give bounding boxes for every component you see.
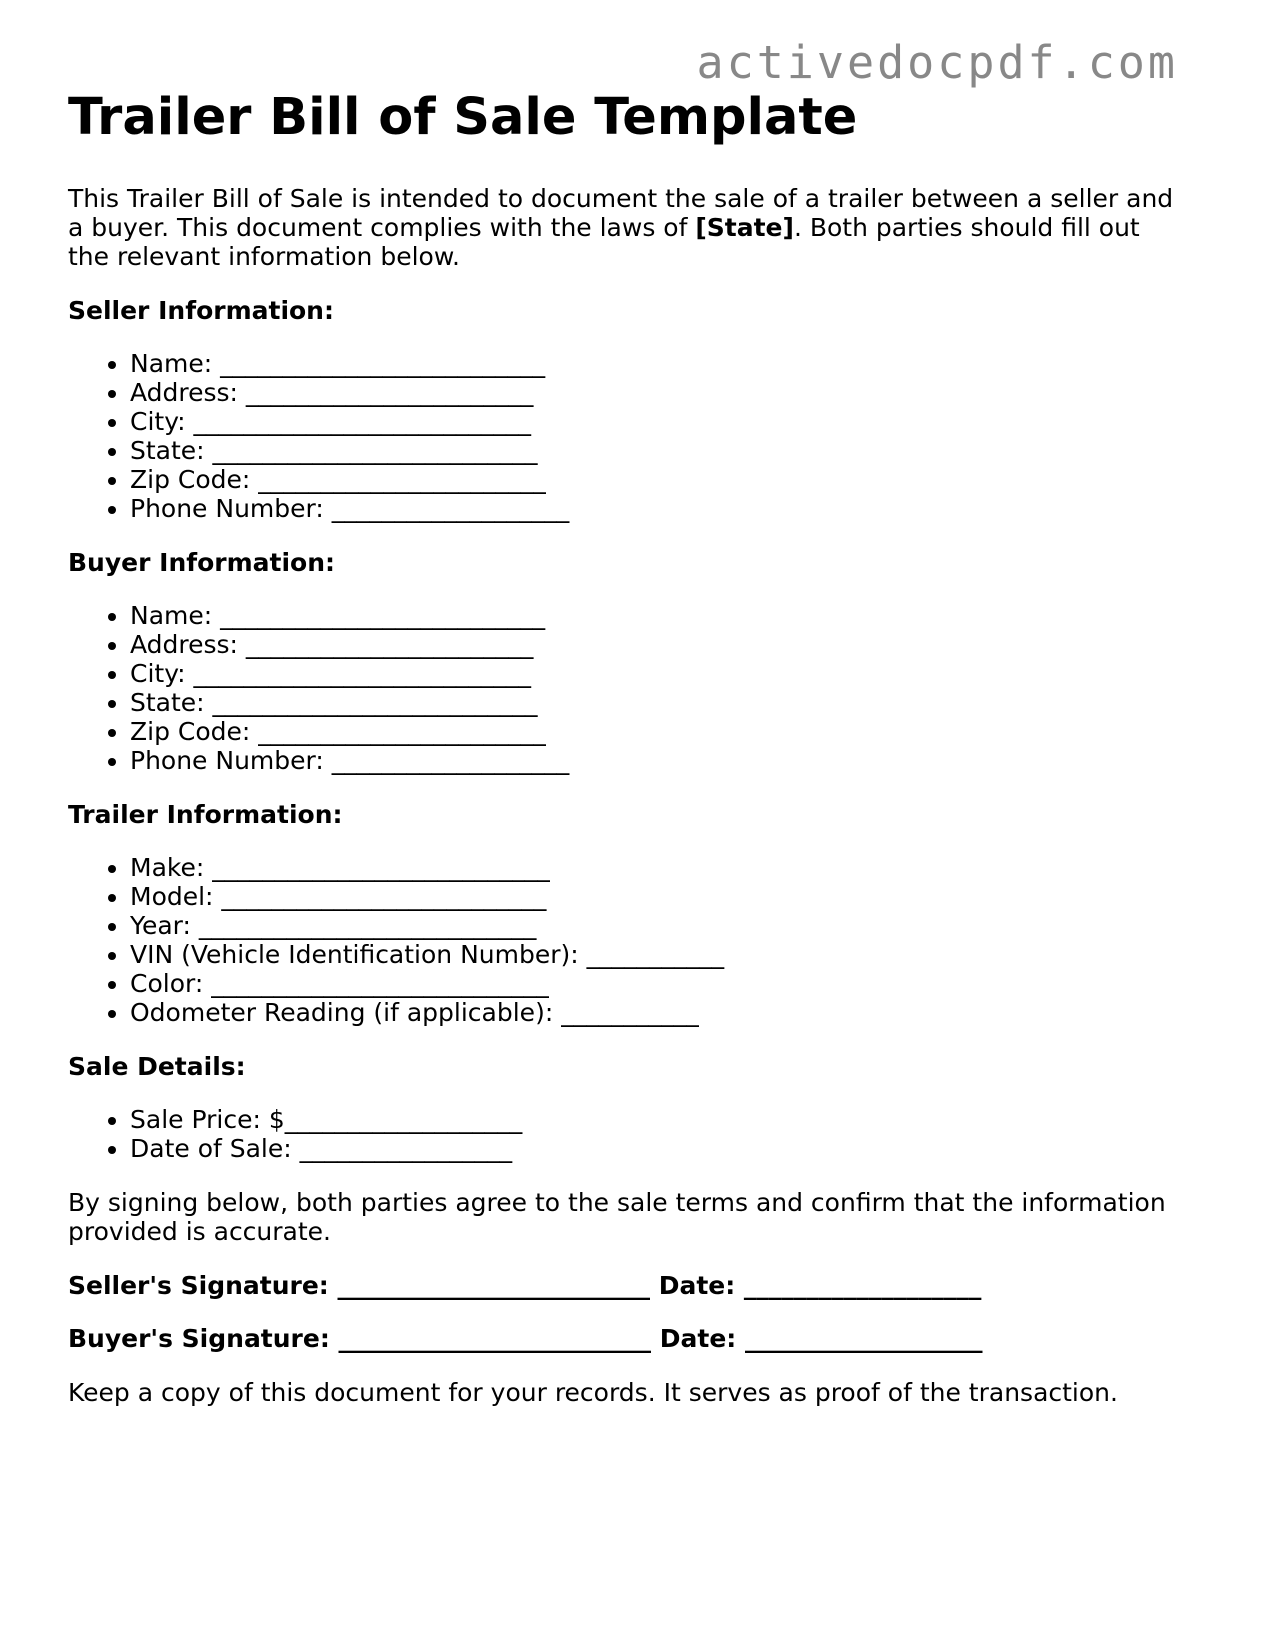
trailer-field-list — [68, 853, 1188, 1027]
seller-zip-field: • Zip Code: _______________________ — [130, 465, 1188, 494]
trailer-heading: Trailer Information: — [68, 800, 343, 829]
document-page — [68, 86, 1188, 1407]
seller-city-field: • City: ___________________________ — [130, 407, 1188, 436]
trailer-odometer-field: • Odometer Reading (if applicable): ___________ — [130, 998, 1188, 1027]
page-title: Trailer Bill of Sale Template — [68, 88, 858, 147]
buyer-phone-field: • Phone Number: ___________________ — [130, 746, 1188, 775]
closing-note: Keep a copy of this document for your records. It serves as proof of the transaction. — [68, 1378, 1118, 1407]
buyer-signature-line: Buyer's Signature: _________________________ Date: ___________________ — [68, 1324, 983, 1353]
buyer-field-list — [68, 601, 1188, 775]
seller-heading: Seller Information: — [68, 296, 334, 325]
seller-phone-field: • Phone Number: ___________________ — [130, 494, 1188, 523]
seller-address-field: • Address: _______________________ — [130, 378, 1188, 407]
sale-field-list — [68, 1105, 1188, 1163]
sale-date-field: • Date of Sale: _________________ — [130, 1134, 1188, 1163]
seller-name-field: • Name: __________________________ — [130, 349, 1188, 378]
seller-field-list — [68, 349, 1188, 523]
trailer-model-field: • Model: __________________________ — [130, 882, 1188, 911]
buyer-heading: Buyer Information: — [68, 548, 336, 577]
watermark: activedocpdf.com — [696, 36, 1178, 89]
trailer-make-field: • Make: ___________________________ — [130, 853, 1188, 882]
buyer-city-field: • City: ___________________________ — [130, 659, 1188, 688]
agreement-paragraph: By signing below, both parties agree to the sale terms and confirm that the information provided is accurate. — [68, 1188, 1166, 1246]
trailer-year-field: • Year: ___________________________ — [130, 911, 1188, 940]
state-placeholder: [State] — [695, 213, 794, 242]
sale-price-field: • Sale Price: $___________________ — [130, 1105, 1188, 1134]
seller-signature-line: Seller's Signature: _________________________ Date: ___________________ — [68, 1271, 982, 1300]
sale-heading: Sale Details: — [68, 1052, 246, 1081]
buyer-address-field: • Address: _______________________ — [130, 630, 1188, 659]
trailer-vin-field: • VIN (Vehicle Identification Number): ___________ — [130, 940, 1188, 969]
intro-text-end: . Both parties should fill out the relevant information below. — [68, 213, 1140, 271]
intro-text-start: This Trailer Bill of Sale is intended to document the sale of a trailer between a seller and a buyer. This document complies with the laws of — [68, 184, 1174, 242]
buyer-name-field: • Name: __________________________ — [130, 601, 1188, 630]
buyer-zip-field: • Zip Code: _______________________ — [130, 717, 1188, 746]
buyer-state-field: • State: __________________________ — [130, 688, 1188, 717]
intro-paragraph — [68, 184, 1188, 271]
seller-state-field: • State: __________________________ — [130, 436, 1188, 465]
trailer-color-field: • Color: ___________________________ — [130, 969, 1188, 998]
